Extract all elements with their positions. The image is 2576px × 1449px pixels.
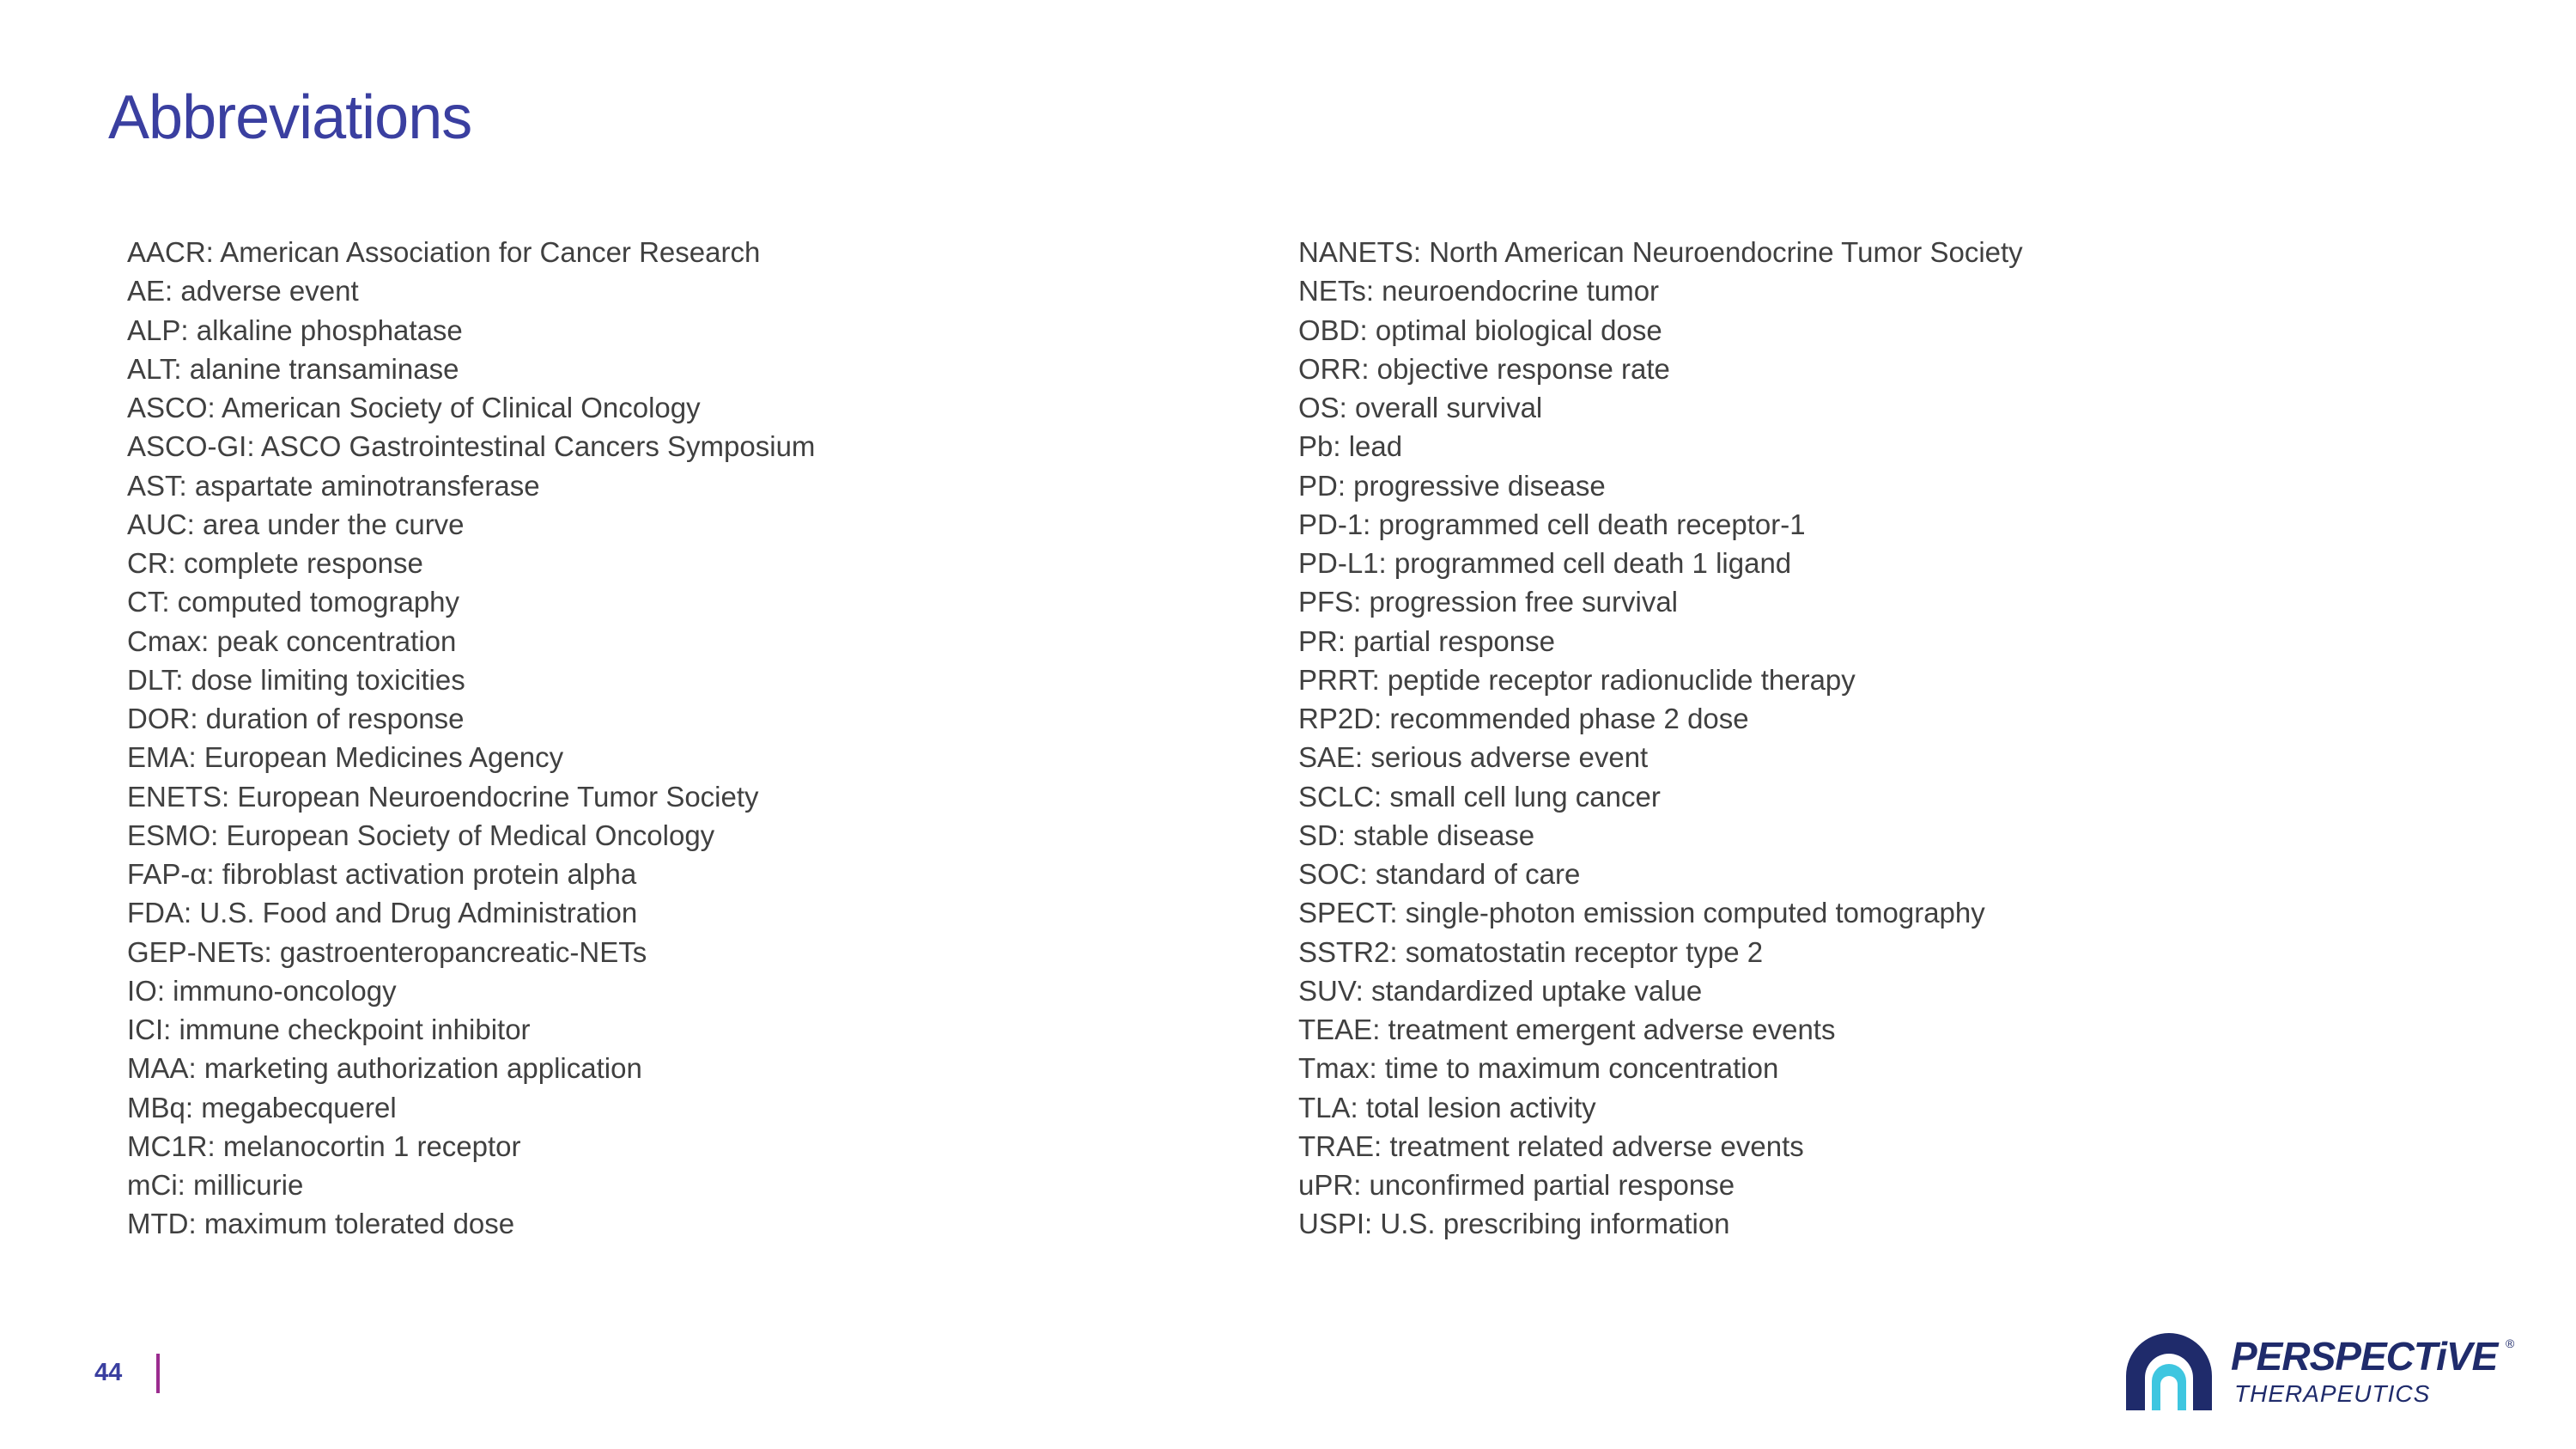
abbreviation-item: ORR: objective response rate [1298, 352, 1670, 385]
abbreviation-item: DLT: dose limiting toxicities [127, 663, 465, 696]
abbreviations-right-column [1298, 233, 2023, 1244]
abbreviation-item: MAA: marketing authorization application [127, 1052, 642, 1085]
abbreviation-item: TRAE: treatment related adverse events [1298, 1129, 1804, 1162]
abbreviation-item: AACR: American Association for Cancer Research [127, 236, 761, 268]
abbreviation-item: ASCO-GI: ASCO Gastrointestinal Cancers Symposium [127, 430, 816, 463]
company-logo [2121, 1328, 2516, 1414]
abbreviation-item: PR: partial response [1298, 624, 1555, 657]
abbreviation-item: MBq: megabecquerel [127, 1091, 397, 1123]
abbreviation-item: OBD: optimal biological dose [1298, 314, 1662, 346]
abbreviation-item: IO: immuno-oncology [127, 974, 397, 1007]
abbreviation-item: DOR: duration of response [127, 703, 465, 734]
abbreviation-item: Cmax: peak concentration [127, 624, 457, 657]
perspective-arch-icon [2121, 1328, 2217, 1414]
abbreviation-item: RP2D: recommended phase 2 dose [1298, 703, 1749, 734]
abbreviation-item: MC1R: melanocortin 1 receptor [127, 1129, 521, 1162]
abbreviation-item: ENETS: European Neuroendocrine Tumor Society [127, 780, 759, 813]
abbreviation-item: PD: progressive disease [1298, 469, 1606, 502]
abbreviation-item: SPECT: single-photon emission computed tomography [1298, 897, 1985, 929]
abbreviation-item: TLA: total lesion activity [1298, 1091, 1596, 1123]
abbreviation-item: ICI: immune checkpoint inhibitor [127, 1014, 531, 1045]
page-number: 44 [94, 1359, 123, 1386]
abbreviation-item: CT: computed tomography [127, 586, 460, 618]
abbreviation-item: CR: complete response [127, 547, 423, 579]
abbreviation-item: ALT: alanine transaminase [127, 352, 459, 385]
abbreviation-item: AUC: area under the curve [127, 508, 465, 540]
abbreviation-item: SSTR2: somatostatin receptor type 2 [1298, 935, 1764, 968]
abbreviation-item: EMA: European Medicines Agency [127, 741, 564, 774]
abbreviations-left-column [127, 233, 815, 1244]
abbreviation-item: FDA: U.S. Food and Drug Administration [127, 897, 638, 929]
abbreviation-item: NETs: neuroendocrine tumor [1298, 275, 1660, 307]
abbreviation-item: Tmax: time to maximum concentration [1298, 1052, 1779, 1085]
abbreviation-item: FAP-α: fibroblast activation protein alpha [127, 858, 637, 890]
footer-divider [156, 1354, 160, 1393]
abbreviation-item: MTD: maximum tolerated dose [127, 1208, 515, 1240]
abbreviation-item: SOC: standard of care [1298, 858, 1581, 890]
abbreviation-item: AE: adverse event [127, 275, 359, 307]
abbreviation-item: PRRT: peptide receptor radionuclide therapy [1298, 663, 1856, 696]
logo-subtitle: THERAPEUTICS [2234, 1380, 2431, 1407]
abbreviation-item: AST: aspartate aminotransferase [127, 469, 540, 502]
abbreviation-item: mCi: millicurie [127, 1169, 304, 1201]
abbreviation-item: PD-1: programmed cell death receptor-1 [1298, 508, 1806, 540]
logo-wordmark: PERSPECTiVE [2231, 1334, 2498, 1379]
abbreviation-item: OS: overall survival [1298, 392, 1543, 423]
abbreviation-item: Pb: lead [1298, 430, 1403, 463]
abbreviation-item: SAE: serious adverse event [1298, 741, 1649, 774]
abbreviation-item: GEP-NETs: gastroenteropancreatic-NETs [127, 935, 647, 968]
abbreviation-item: ESMO: European Society of Medical Oncology [127, 819, 715, 851]
abbreviation-item: TEAE: treatment emergent adverse events [1298, 1014, 1836, 1045]
abbreviation-item: SCLC: small cell lung cancer [1298, 780, 1661, 813]
abbreviation-item: NANETS: North American Neuroendocrine Tumor Society [1298, 236, 2023, 268]
abbreviation-item: PFS: progression free survival [1298, 586, 1679, 618]
logo-registered-mark: ® [2506, 1336, 2515, 1350]
abbreviation-item: SUV: standardized uptake value [1298, 974, 1703, 1007]
abbreviation-item: SD: stable disease [1298, 819, 1535, 851]
page-title: Abbreviations [108, 83, 472, 152]
abbreviation-item: ALP: alkaline phosphatase [127, 314, 463, 346]
abbreviation-item: USPI: U.S. prescribing information [1298, 1208, 1730, 1240]
abbreviation-item: ASCO: American Society of Clinical Oncology [127, 392, 701, 423]
abbreviation-item: uPR: unconfirmed partial response [1298, 1169, 1735, 1201]
abbreviation-item: PD-L1: programmed cell death 1 ligand [1298, 547, 1792, 579]
